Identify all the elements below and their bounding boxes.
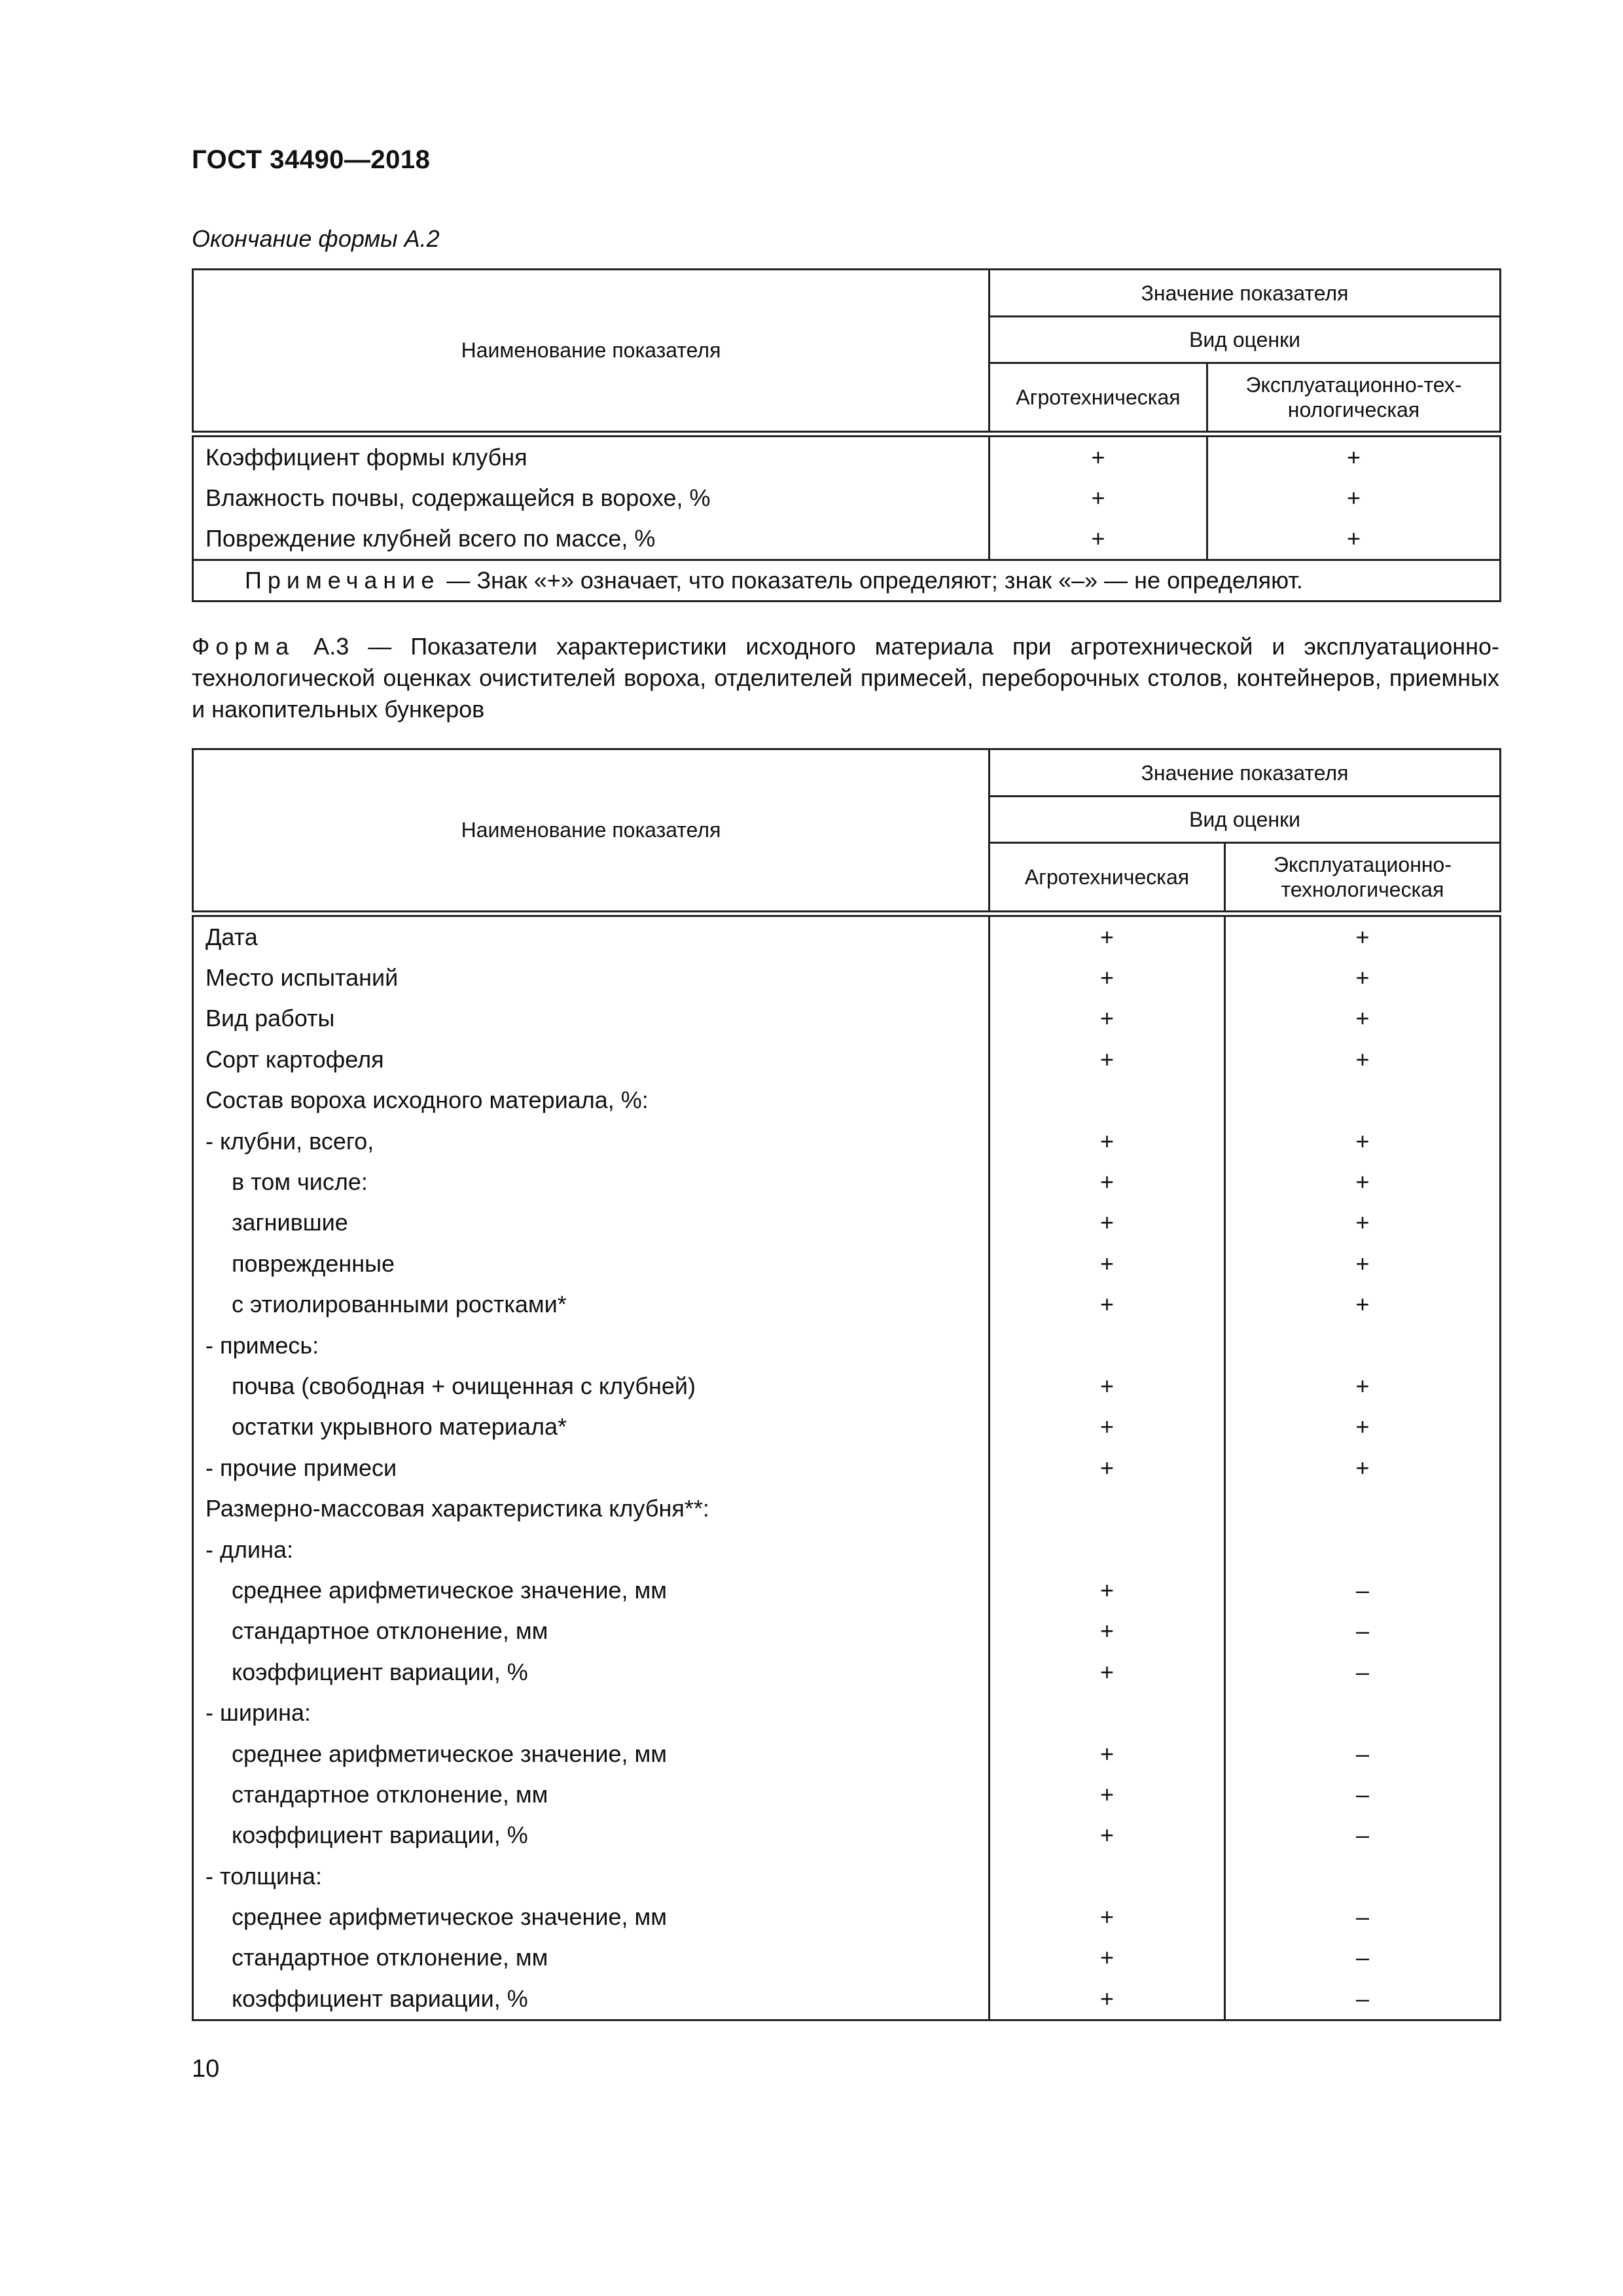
table-row (193, 1733, 1501, 1774)
agrotechnical-value-cell: + (990, 914, 1225, 958)
table-row (193, 1284, 1501, 1325)
agrotechnical-value-cell: + (990, 1202, 1225, 1243)
operational-value-cell: + (1207, 434, 1501, 478)
form-a3-title-text: А.3 — Показатели характеристики исходного материала при агротехнической и эксплуатационно-технологической оценках очистителей вороха, отделителей примесей, переборочных столов, контейнеров, приемных и накопительных бункеров (192, 633, 1499, 723)
table-row (193, 478, 1501, 518)
table-row (193, 1979, 1501, 2020)
table-note-row (193, 560, 1501, 601)
operational-value-cell: + (1225, 1202, 1501, 1243)
table-row (193, 1448, 1501, 1488)
indicator-name-cell: стандартное отклонение, мм (193, 1774, 990, 1815)
indicator-name-cell: Состав вороха исходного материала, %: (193, 1080, 990, 1121)
header-assessment-type: Вид оценки (990, 317, 1501, 363)
agrotechnical-value-cell: + (990, 1121, 1225, 1161)
page-number: 10 (192, 2055, 220, 2083)
agrotechnical-value-cell (990, 1856, 1225, 1896)
table-row (193, 1611, 1501, 1651)
table-row (193, 1529, 1501, 1570)
agrotechnical-value-cell: + (990, 1733, 1225, 1774)
table-form-a2-end (192, 268, 1501, 602)
table-row (193, 1693, 1501, 1733)
table-row (193, 1039, 1501, 1080)
table-a3-body (193, 914, 1501, 2020)
header-expl-line-2: технологическая (1281, 877, 1444, 901)
operational-value-cell: + (1225, 998, 1501, 1039)
agrotechnical-value-cell: + (990, 1897, 1225, 1937)
agrotechnical-value-cell (990, 1325, 1225, 1365)
agrotechnical-value-cell: + (990, 1244, 1225, 1284)
agrotechnical-value-cell: + (990, 1448, 1225, 1488)
indicator-name-cell: - прочие примеси (193, 1448, 990, 1488)
table-row (193, 1774, 1501, 1815)
header-expl-line-1: Эксплуатационно- (1274, 852, 1452, 876)
indicator-name-cell: в том числе: (193, 1162, 990, 1202)
agrotechnical-value-cell: + (990, 518, 1207, 560)
agrotechnical-value-cell: + (990, 1284, 1225, 1325)
operational-value-cell: – (1225, 1570, 1501, 1611)
operational-value-cell: + (1225, 1244, 1501, 1284)
indicator-name-cell: с этиолированными ростками* (193, 1284, 990, 1325)
table-row (193, 914, 1501, 958)
agrotechnical-value-cell: + (990, 958, 1225, 998)
operational-value-cell: + (1207, 518, 1501, 560)
indicator-name-cell: поврежденные (193, 1244, 990, 1284)
indicator-name-cell: - клубни, всего, (193, 1121, 990, 1161)
operational-value-cell: + (1225, 1162, 1501, 1202)
table-row (193, 1202, 1501, 1243)
indicator-name-cell: - длина: (193, 1529, 990, 1570)
operational-value-cell: + (1225, 1448, 1501, 1488)
header-operational-technological (1207, 363, 1501, 434)
agrotechnical-value-cell (990, 1080, 1225, 1121)
table-row (193, 1570, 1501, 1611)
indicator-name-cell: коэффициент вариации, % (193, 1815, 990, 1856)
indicator-name-cell: - толщина: (193, 1856, 990, 1896)
table-row (193, 998, 1501, 1039)
table-row (193, 1652, 1501, 1693)
agrotechnical-value-cell: + (990, 1407, 1225, 1447)
agrotechnical-value-cell: + (990, 1570, 1225, 1611)
indicator-name-cell: среднее арифметическое значение, мм (193, 1897, 990, 1937)
table-a2-body (193, 434, 1501, 601)
operational-value-cell: – (1225, 1815, 1501, 1856)
operational-value-cell: – (1225, 1611, 1501, 1651)
indicator-name-cell: среднее арифметическое значение, мм (193, 1733, 990, 1774)
table-row (193, 1937, 1501, 1978)
agrotechnical-value-cell: + (990, 998, 1225, 1039)
operational-value-cell: + (1225, 1121, 1501, 1161)
agrotechnical-value-cell: + (990, 478, 1207, 518)
agrotechnical-value-cell: + (990, 1039, 1225, 1080)
table-row (193, 1366, 1501, 1407)
table-row (193, 1488, 1501, 1529)
indicator-name-cell: Место испытаний (193, 958, 990, 998)
agrotechnical-value-cell: + (990, 1815, 1225, 1856)
table-row (193, 1407, 1501, 1447)
form-a3-title (192, 631, 1499, 725)
note-text: — Знак «+» означает, что показатель определяют; знак «–» — не определяют. (440, 566, 1303, 594)
table-row (193, 1325, 1501, 1365)
table-row (193, 1162, 1501, 1202)
agrotechnical-value-cell: + (990, 1652, 1225, 1693)
indicator-name-cell: - примесь: (193, 1325, 990, 1365)
indicator-name-cell: среднее арифметическое значение, мм (193, 1570, 990, 1611)
agrotechnical-value-cell: + (990, 1162, 1225, 1202)
header-expl-line-1: Эксплуатационно-тех- (1245, 372, 1462, 397)
operational-value-cell (1225, 1325, 1501, 1365)
operational-value-cell: + (1225, 914, 1501, 958)
form-a3-label: Форма (192, 633, 295, 660)
operational-value-cell (1225, 1080, 1501, 1121)
table-row (193, 1897, 1501, 1937)
indicator-name-cell: Влажность почвы, содержащейся в ворохе, % (193, 478, 990, 518)
agrotechnical-value-cell: + (990, 1774, 1225, 1815)
header-agrotechnical: Агротехническая (990, 843, 1225, 914)
indicator-name-cell: Коэффициент формы клубня (193, 434, 990, 478)
operational-value-cell (1225, 1488, 1501, 1529)
indicator-name-cell: - ширина: (193, 1693, 990, 1733)
note-label: Примечание (245, 566, 440, 594)
indicator-name-cell: Вид работы (193, 998, 990, 1039)
indicator-name-cell: остатки укрывного материала* (193, 1407, 990, 1447)
agrotechnical-value-cell: + (990, 1979, 1225, 2020)
indicator-name-cell: почва (свободная + очищенная с клубней) (193, 1366, 990, 1407)
indicator-name-cell: Сорт картофеля (193, 1039, 990, 1080)
table-row (193, 1080, 1501, 1121)
header-expl-line-2: нологическая (1287, 397, 1420, 422)
operational-value-cell (1225, 1693, 1501, 1733)
operational-value-cell: + (1225, 1039, 1501, 1080)
header-indicator-value: Значение показателя (990, 270, 1501, 317)
table-row (193, 1121, 1501, 1161)
operational-value-cell (1225, 1856, 1501, 1896)
table-form-a3 (192, 748, 1501, 2021)
header-indicator-name: Наименование показателя (193, 270, 990, 434)
table-row (193, 518, 1501, 560)
indicator-name-cell: стандартное отклонение, мм (193, 1611, 990, 1651)
operational-value-cell: – (1225, 1652, 1501, 1693)
indicator-name-cell: стандартное отклонение, мм (193, 1937, 990, 1978)
operational-value-cell: – (1225, 1897, 1501, 1937)
operational-value-cell: – (1225, 1774, 1501, 1815)
operational-value-cell: + (1225, 1407, 1501, 1447)
table-row (193, 434, 1501, 478)
table-row (193, 1244, 1501, 1284)
agrotechnical-value-cell (990, 1693, 1225, 1733)
operational-value-cell: + (1225, 958, 1501, 998)
indicator-name-cell: Размерно-массовая характеристика клубня**: (193, 1488, 990, 1529)
table-row (193, 1856, 1501, 1896)
agrotechnical-value-cell: + (990, 1611, 1225, 1651)
table-row (193, 958, 1501, 998)
agrotechnical-value-cell (990, 1529, 1225, 1570)
operational-value-cell (1225, 1529, 1501, 1570)
operational-value-cell: – (1225, 1937, 1501, 1978)
operational-value-cell: + (1207, 478, 1501, 518)
operational-value-cell: + (1225, 1366, 1501, 1407)
indicator-name-cell: загнившие (193, 1202, 990, 1243)
header-agrotechnical: Агротехническая (990, 363, 1207, 434)
indicator-name-cell: коэффициент вариации, % (193, 1979, 990, 2020)
document-code-header: ГОСТ 34490—2018 (192, 145, 431, 174)
header-assessment-type: Вид оценки (990, 797, 1501, 843)
operational-value-cell: – (1225, 1733, 1501, 1774)
table-row (193, 1815, 1501, 1856)
operational-value-cell: + (1225, 1284, 1501, 1325)
indicator-name-cell: коэффициент вариации, % (193, 1652, 990, 1693)
operational-value-cell: – (1225, 1979, 1501, 2020)
header-operational-technological (1225, 843, 1501, 914)
agrotechnical-value-cell: + (990, 1366, 1225, 1407)
agrotechnical-value-cell: + (990, 1937, 1225, 1978)
table-note (193, 560, 1501, 601)
agrotechnical-value-cell: + (990, 434, 1207, 478)
table-a2-caption: Окончание формы А.2 (192, 225, 440, 252)
indicator-name-cell: Повреждение клубней всего по массе, % (193, 518, 990, 560)
agrotechnical-value-cell (990, 1488, 1225, 1529)
header-indicator-value: Значение показателя (990, 749, 1501, 797)
header-indicator-name: Наименование показателя (193, 749, 990, 914)
indicator-name-cell: Дата (193, 914, 990, 958)
